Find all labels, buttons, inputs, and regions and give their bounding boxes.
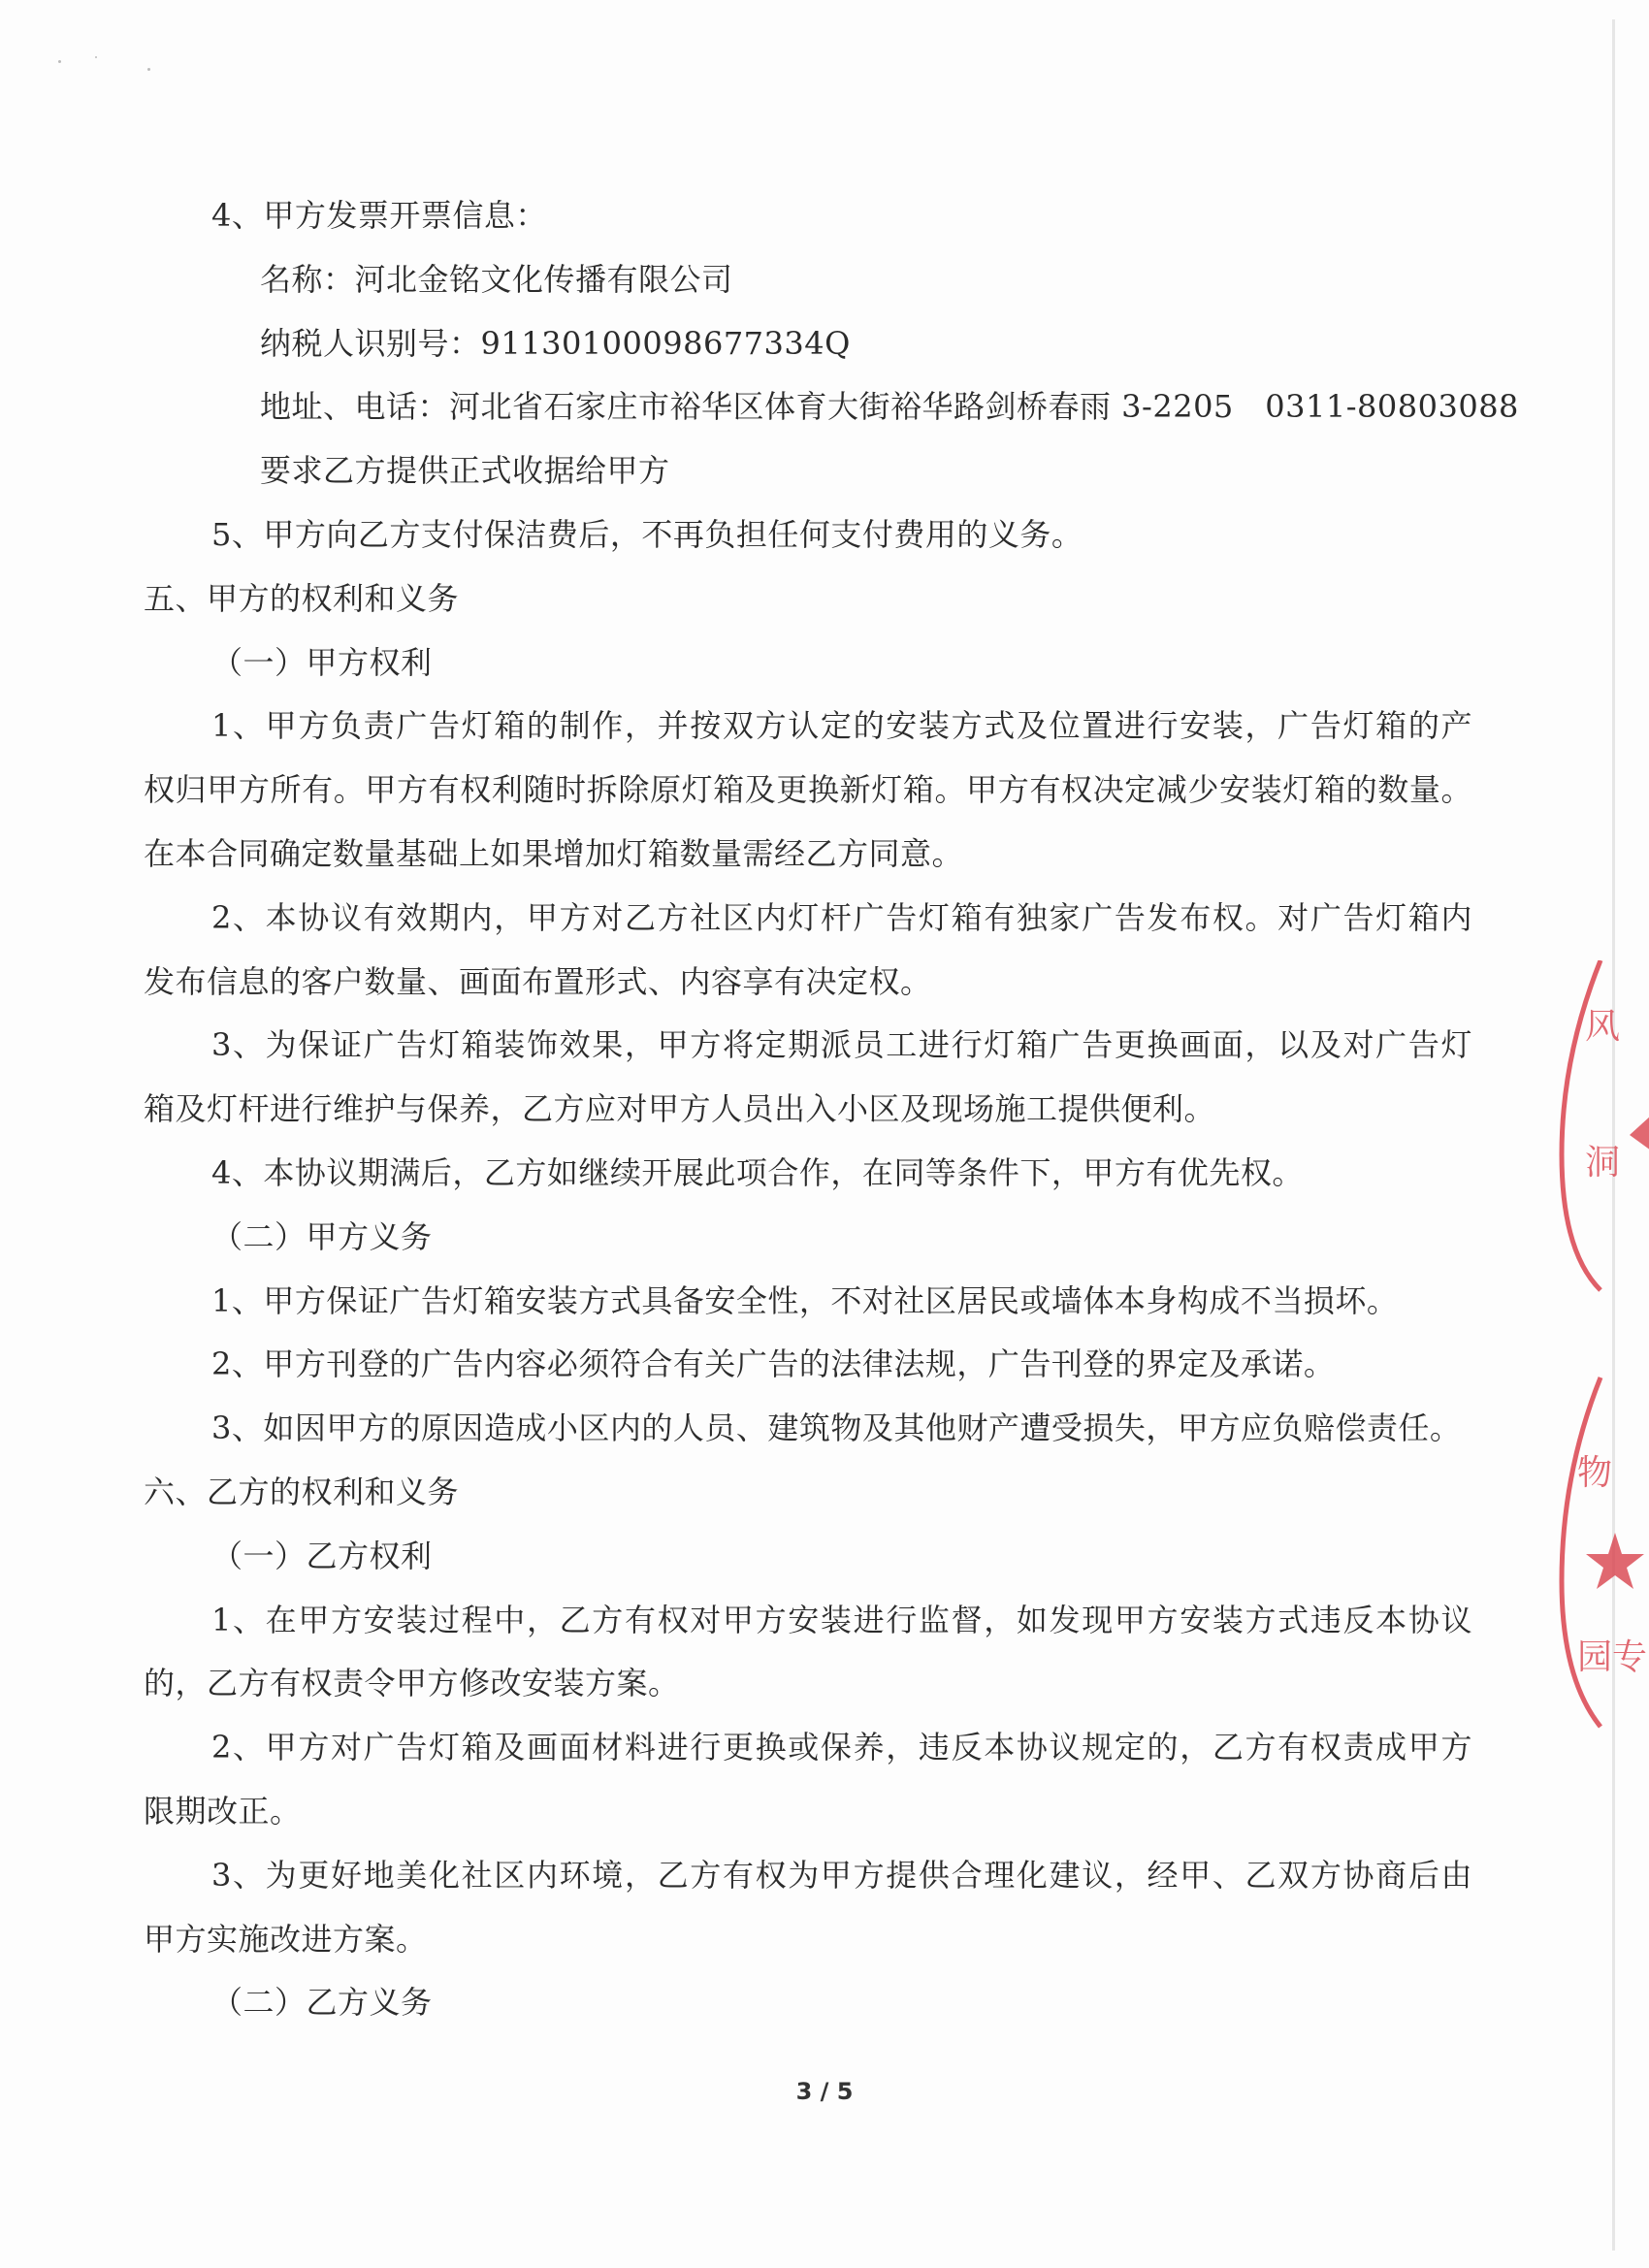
text-line: 发布信息的客户数量、画面布置形式、内容享有决定权。: [144, 962, 932, 1000]
svg-text:洞: 洞: [1585, 1143, 1621, 1183]
text-line: 纳税人识别号：91130100098677334Q: [260, 324, 851, 362]
text-line: 3、为保证广告灯箱装饰效果，甲方将定期派员工进行灯箱广告更换画面，以及对广告灯: [211, 1026, 1472, 1064]
text-line: 4、本协议期满后，乙方如继续开展此项合作，在同等条件下，甲方有优先权。: [211, 1153, 1304, 1191]
text-line: 箱及灯杆进行维护与保养，乙方应对甲方人员出入小区及现场施工提供便利。: [144, 1090, 1216, 1128]
text-line: 在本合同确定数量基础上如果增加灯箱数量需经乙方同意。: [144, 834, 964, 872]
text-line: 2、甲方对广告灯箱及画面材料进行更换或保养，违反本协议规定的，乙方有权责成甲方: [211, 1729, 1472, 1766]
text-line: 权归甲方所有。甲方有权利随时拆除原灯箱及更换新灯箱。甲方有权决定减少安装灯箱的数量。: [144, 771, 1472, 809]
text-line: 要求乙方提供正式收据给甲方: [260, 452, 670, 490]
text-line: （一）甲方权利: [211, 643, 433, 681]
text-line: 的，乙方有权责令甲方修改安装方案。: [144, 1665, 680, 1702]
red-seal-stamp-partial: [1542, 960, 1649, 1736]
text-line: 3、为更好地美化社区内环境，乙方有权为甲方提供合理化建议，经甲、乙双方协商后由: [211, 1856, 1472, 1894]
text-line: 名称：河北金铭文化传播有限公司: [260, 260, 733, 298]
svg-text:风: 风: [1585, 1007, 1621, 1047]
text-line: 3、如因甲方的原因造成小区内的人员、建筑物及其他财产遭受损失，甲方应负赔偿责任。: [211, 1409, 1462, 1447]
text-line: 甲方实施改进方案。: [144, 1920, 428, 1958]
text-line: 2、本协议有效期内，甲方对乙方社区内灯杆广告灯箱有独家广告发布权。对广告灯箱内: [211, 898, 1472, 936]
text-line: 1、甲方负责广告灯箱的制作，并按双方认定的安装方式及位置进行安装，广告灯箱的产: [211, 707, 1472, 745]
scan-speck: [147, 68, 150, 71]
text-line: 1、甲方保证广告灯箱安装方式具备安全性，不对社区居民或墙体本身构成不当损坏。: [211, 1281, 1399, 1319]
document-body: [144, 184, 1519, 2035]
text-line: （二）甲方义务: [211, 1217, 433, 1255]
text-line: 五、甲方的权利和义务: [144, 579, 460, 617]
text-line: 5、甲方向乙方支付保洁费后，不再负担任何支付费用的义务。: [211, 515, 1083, 553]
svg-text:园专: 园专: [1577, 1637, 1648, 1677]
scan-speck: [95, 56, 97, 58]
text-line: 2、甲方刊登的广告内容必须符合有关广告的法律法规，广告刊登的界定及承诺。: [211, 1345, 1336, 1383]
text-line: 限期改正。: [144, 1792, 302, 1830]
text-line: 六、乙方的权利和义务: [144, 1473, 460, 1510]
text-line: （一）乙方权利: [211, 1537, 433, 1574]
text-line: 4、甲方发票开票信息：: [211, 197, 547, 234]
text-line: 1、在甲方安装过程中，乙方有权对甲方安装进行监督，如发现甲方安装方式违反本协议: [211, 1601, 1472, 1638]
page-number: 3 / 5: [795, 2078, 854, 2105]
scan-speck: [58, 60, 61, 63]
svg-text:物: 物: [1577, 1453, 1613, 1493]
text-line: （二）乙方义务: [211, 1984, 433, 2022]
text-line: 地址、电话：河北省石家庄市裕华区体育大街裕华路剑桥春雨 3-2205 0311-80803088: [260, 388, 1519, 426]
